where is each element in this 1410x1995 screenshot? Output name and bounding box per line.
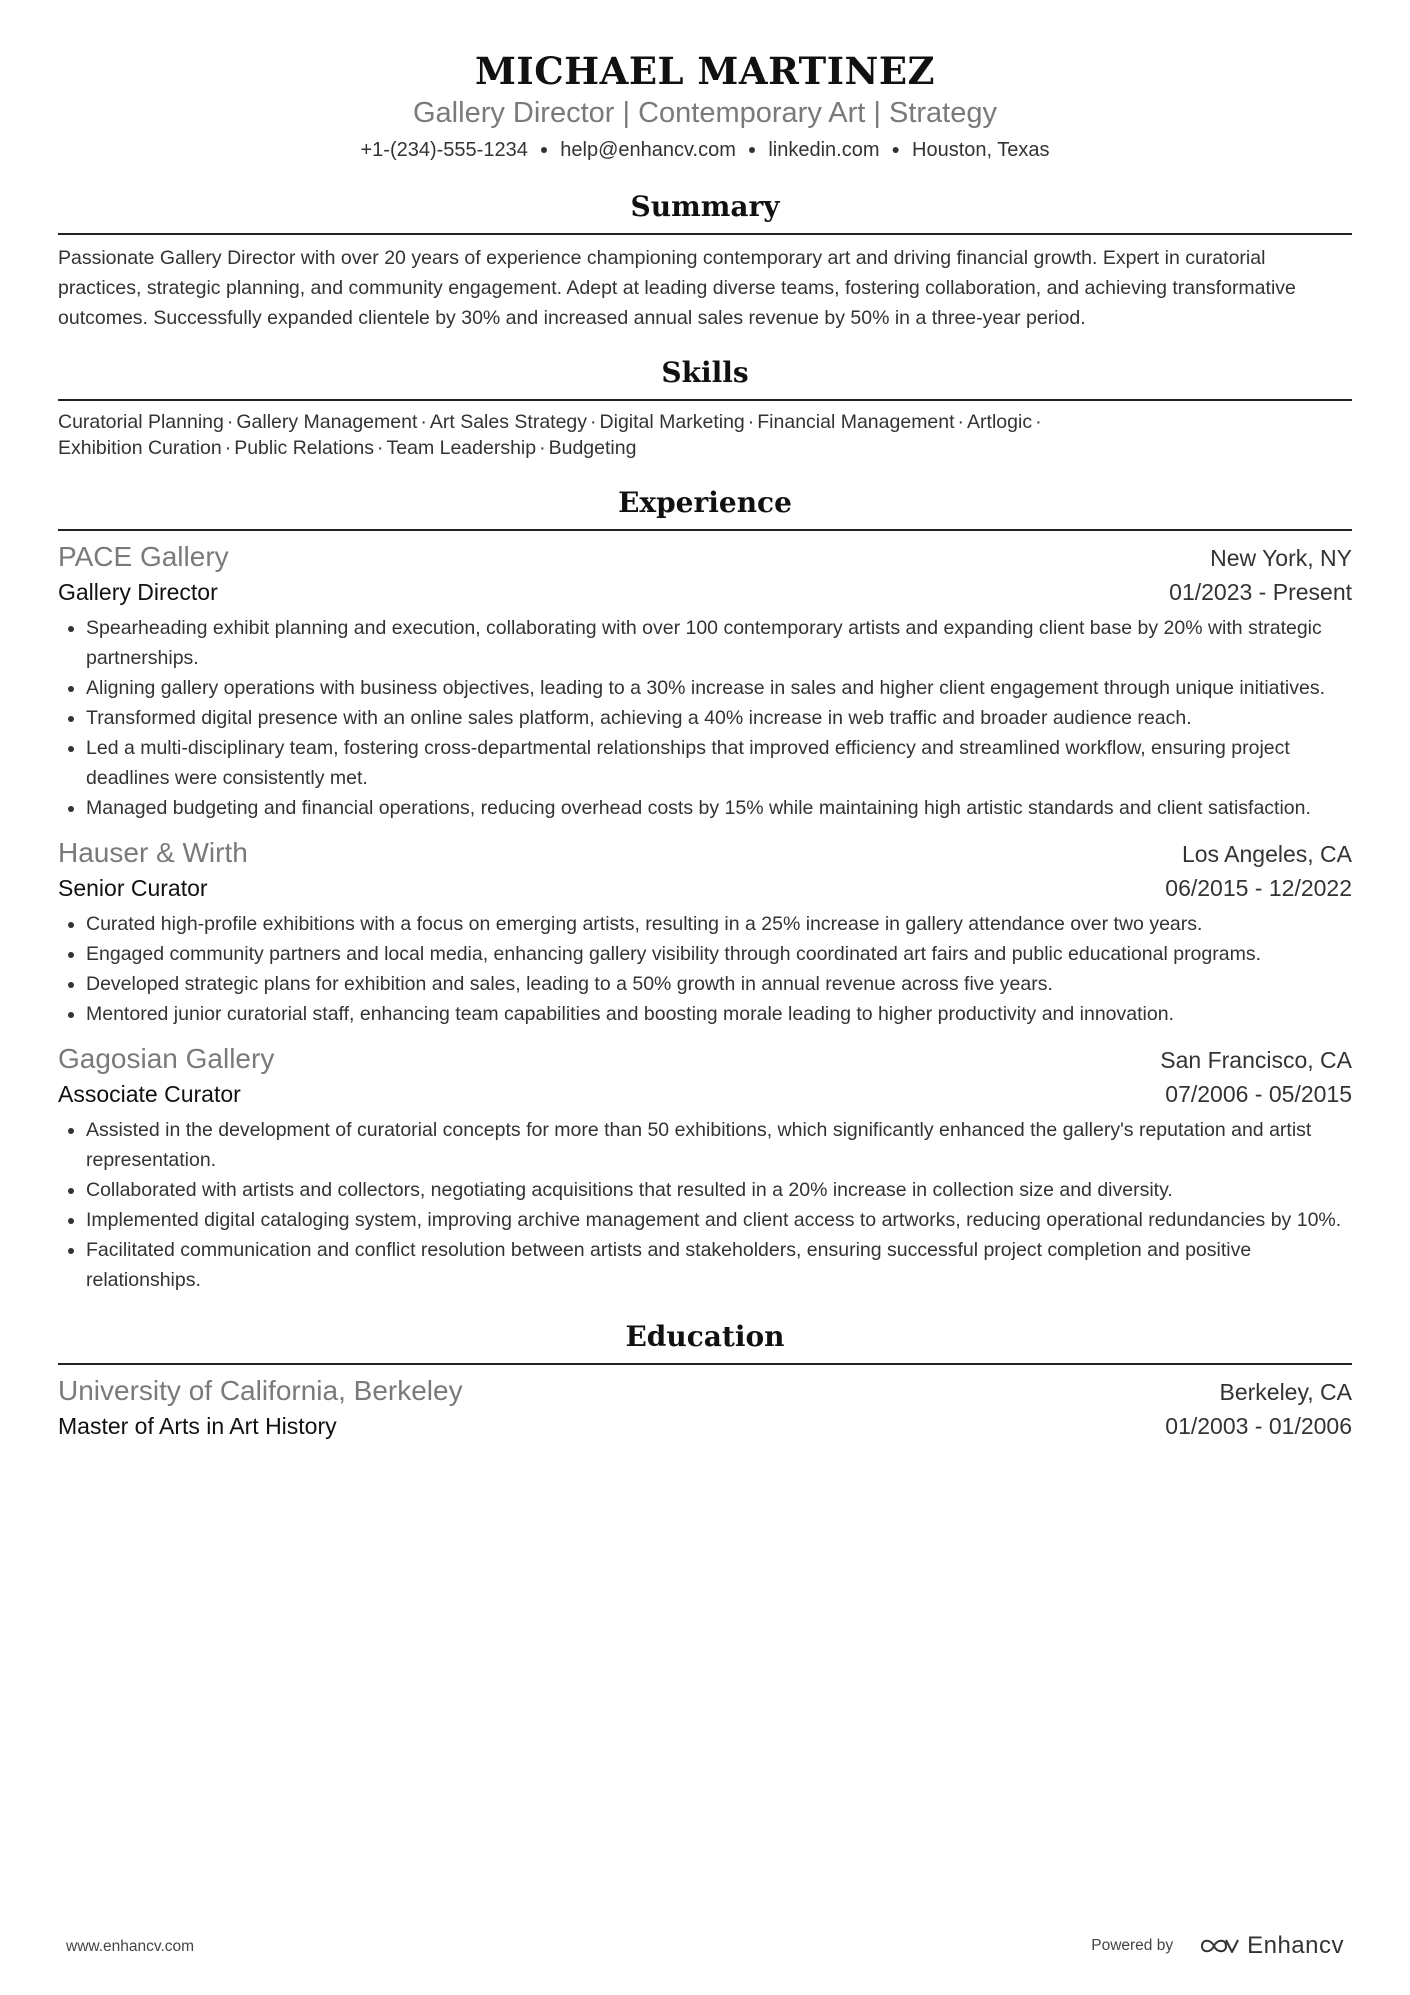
achievement-list	[58, 909, 1352, 1029]
company-name: Hauser & Wirth	[58, 837, 248, 868]
resume-page	[58, 48, 1352, 1443]
job-dates: 07/2006 - 05/2015	[1165, 1081, 1352, 1107]
skills-section	[58, 355, 1352, 461]
achievement-list	[58, 613, 1352, 823]
section-title-education: Education	[58, 1319, 1352, 1365]
job-title: Associate Curator	[58, 1081, 241, 1107]
footer-url-link[interactable]: www.enhancv.com	[66, 1938, 195, 1955]
contact-linkedin[interactable]: linkedin.com	[768, 139, 880, 161]
experience-entry	[58, 539, 1352, 823]
resume-header	[58, 48, 1352, 165]
achievement-item: • Led a multi-disciplinary team, fostering cross-departmental relationships that improved efficiency and streamlined workflow, ensuring project deadlines were consistently met.	[86, 733, 1352, 793]
education-dates: 01/2003 - 01/2006	[1165, 1413, 1352, 1439]
section-title-experience: Experience	[58, 485, 1352, 531]
contact-location: Houston, Texas	[912, 139, 1050, 161]
contact-email[interactable]: help@enhancv.com	[560, 139, 736, 161]
degree-title: Master of Arts in Art History	[58, 1413, 337, 1439]
experience-entry	[58, 1041, 1352, 1295]
school-name: University of California, Berkeley	[58, 1375, 463, 1406]
company-name: PACE Gallery	[58, 541, 229, 572]
skill-item: Artlogic	[967, 411, 1033, 433]
job-dates: 06/2015 - 12/2022	[1165, 875, 1352, 901]
skill-item: Public Relations	[234, 437, 375, 459]
summary-section	[58, 189, 1352, 333]
skill-item: Art Sales Strategy	[429, 411, 588, 433]
candidate-name: MICHAEL MARTINEZ	[474, 49, 936, 93]
contact-line	[58, 134, 1352, 165]
achievement-item: • Collaborated with artists and collectors, negotiating acquisitions that resulted in a 20% increase in collection size and diversity.	[86, 1175, 1352, 1205]
achievement-item: • Facilitated communication and conflict resolution between artists and stakeholders, ensuring successful project completion and positive relationships.	[86, 1235, 1352, 1295]
skill-item: Digital Marketing	[599, 411, 745, 433]
job-location: New York, NY	[1210, 545, 1352, 571]
achievement-item: • Developed strategic plans for exhibition and sales, leading to a 50% growth in annual revenue across five years.	[86, 969, 1352, 999]
enhancv-logo-icon	[1199, 1934, 1241, 1958]
job-location: San Francisco, CA	[1160, 1047, 1352, 1073]
skill-item: Budgeting	[548, 437, 637, 459]
section-title-skills: Skills	[58, 355, 1352, 401]
school-location: Berkeley, CA	[1219, 1379, 1352, 1405]
experience-entry	[58, 835, 1352, 1029]
job-title: Gallery Director	[58, 579, 218, 605]
achievement-item: • Aligning gallery operations with business objectives, leading to a 30% increase in sales and higher client engagement through unique initiatives.	[86, 673, 1352, 703]
skill-item: Team Leadership	[386, 437, 537, 459]
bullet-separator: ●	[747, 141, 757, 157]
skills-list: Curatorial Planning · Gallery Management · Art Sales Strategy · Digital Marketing · Financial Management · Artlogic · Exhibition Curation · Public Relations · Team Leadership · Budgeting	[58, 411, 1042, 459]
achievement-item: • Implemented digital cataloging system, improving archive management and client access to artworks, reducing operational redundancies by 10%.	[86, 1205, 1352, 1235]
powered-by	[1091, 1932, 1344, 1960]
achievement-item: • Spearheading exhibit planning and execution, collaborating with over 100 contemporary artists and expanding client base by 20% with strategic partnerships.	[86, 613, 1352, 673]
enhancv-logo[interactable]	[1199, 1932, 1344, 1960]
bullet-separator: ●	[891, 141, 900, 157]
page-footer	[66, 1932, 1344, 1962]
achievement-item: • Engaged community partners and local media, enhancing gallery visibility through coordinated art fairs and public educational programs.	[86, 939, 1352, 969]
achievement-item: • Assisted in the development of curatorial concepts for more than 50 exhibitions, which significantly enhanced the gallery's reputation and artist representation.	[86, 1115, 1352, 1175]
company-name: Gagosian Gallery	[58, 1043, 275, 1074]
achievement-item: • Managed budgeting and financial operations, reducing overhead costs by 15% while maintaining high artistic standards and client satisfaction.	[86, 793, 1352, 823]
education-section	[58, 1319, 1352, 1443]
candidate-headline: Gallery Director | Contemporary Art | Strategy	[413, 97, 997, 129]
summary-text: Passionate Gallery Director with over 20 years of experience championing contemporary art and driving financial growth. Expert in curatorial practices, strategic planning, and community engagement. Adept at leading diverse teams, fostering collaboration, and achieving transformative outcomes. Successfully expanded clientele by 30% and increased annual sales revenue by 50% in a three-year period.	[58, 247, 1296, 329]
section-title-summary: Summary	[58, 189, 1352, 235]
job-title: Senior Curator	[58, 875, 208, 901]
achievement-item: • Transformed digital presence with an online sales platform, achieving a 40% increase in web traffic and broader audience reach.	[86, 703, 1352, 733]
skill-item: Curatorial Planning	[58, 411, 224, 433]
skill-item: Exhibition Curation	[58, 437, 222, 459]
powered-by-label: Powered by	[1091, 1937, 1174, 1954]
skill-item: Gallery Management	[236, 411, 418, 433]
job-dates: 01/2023 - Present	[1169, 579, 1352, 605]
achievement-item: • Mentored junior curatorial staff, enhancing team capabilities and boosting morale leading to higher productivity and innovation.	[86, 999, 1352, 1029]
job-location: Los Angeles, CA	[1181, 841, 1352, 867]
skill-item: Financial Management	[757, 411, 955, 433]
achievement-list	[58, 1115, 1352, 1295]
enhancv-logo-text: Enhancv	[1247, 1932, 1344, 1959]
bullet-separator: ●	[539, 141, 549, 157]
contact-phone: +1-(234)-555-1234	[360, 139, 528, 161]
achievement-item: • Curated high-profile exhibitions with a focus on emerging artists, resulting in a 25% increase in gallery attendance over two years.	[86, 909, 1352, 939]
education-entry	[58, 1373, 1352, 1443]
experience-section	[58, 485, 1352, 1295]
